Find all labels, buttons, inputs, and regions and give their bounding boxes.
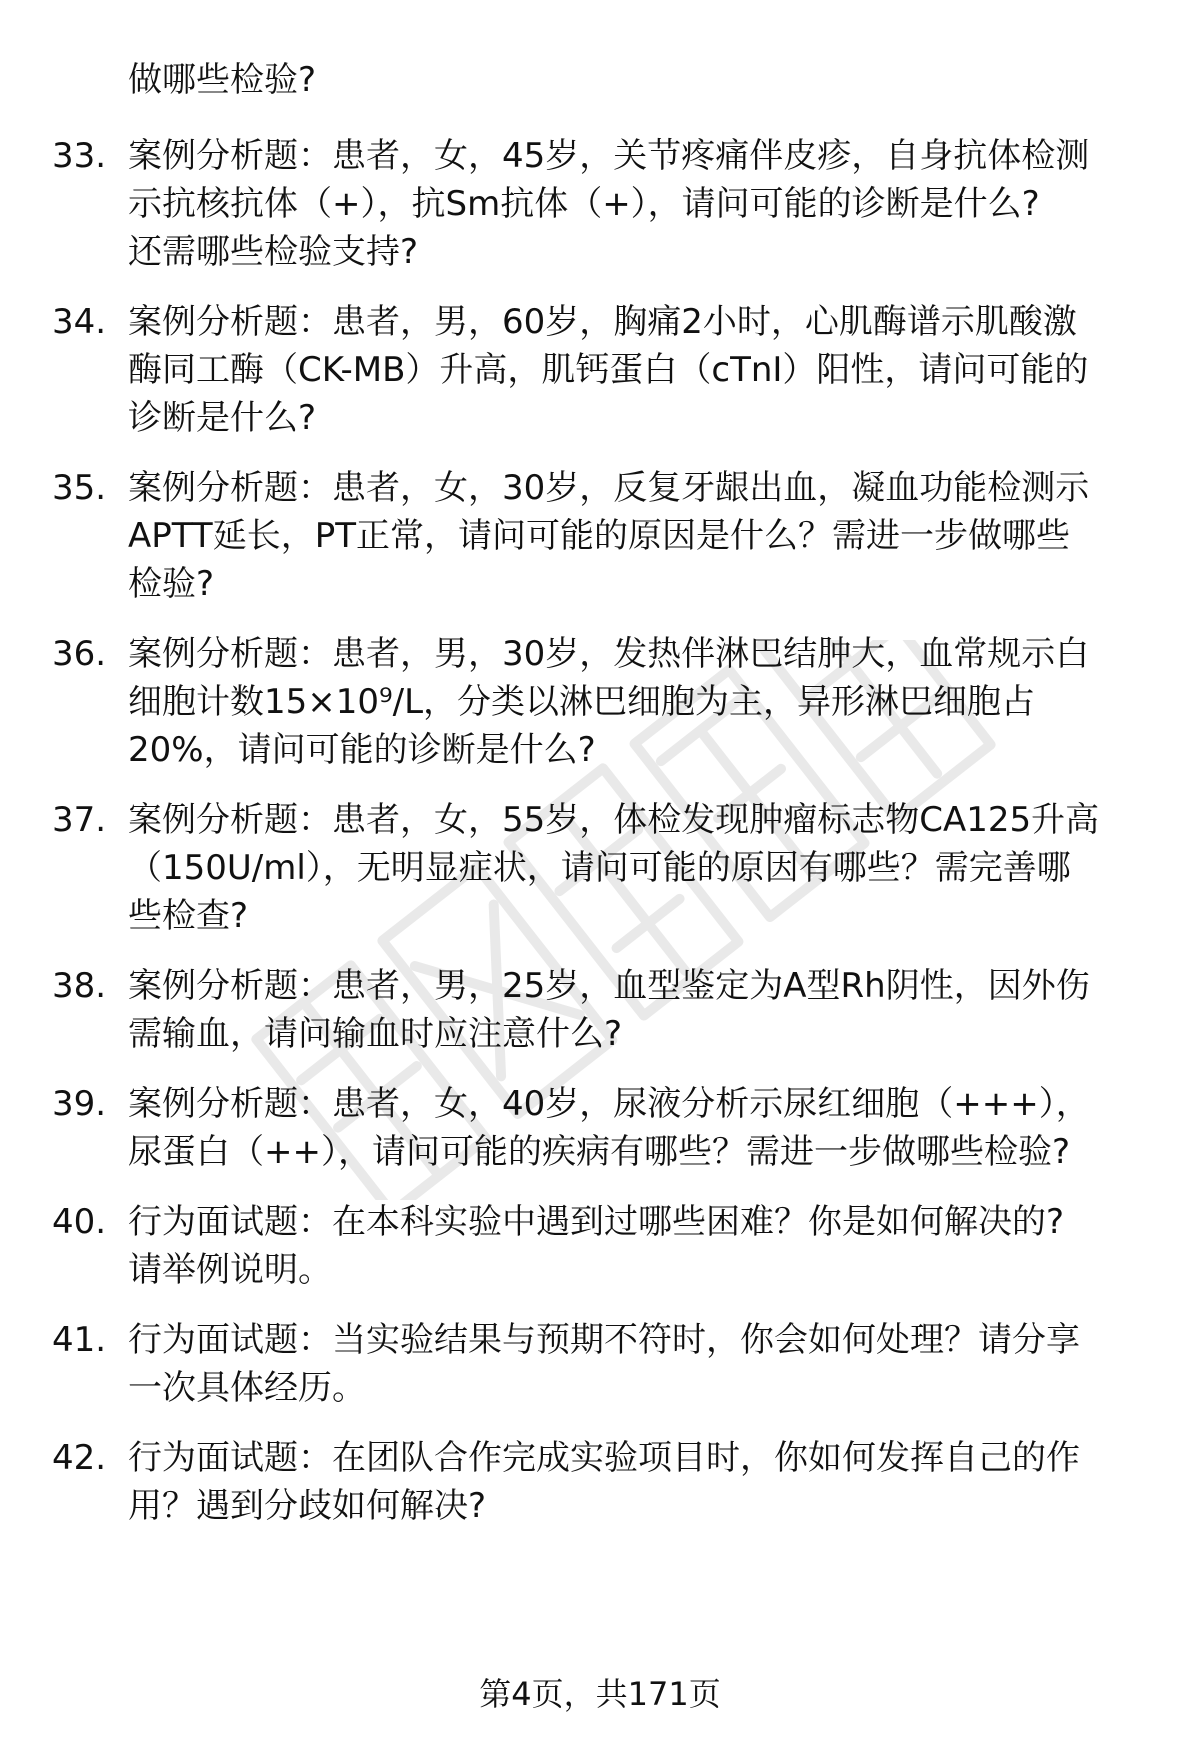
question-text-line: 还需哪些检验支持? — [128, 232, 419, 272]
question-32-continuation: 做哪些检验? — [128, 60, 317, 100]
question-text-line: 酶同工酶（CK-MB）升高，肌钙蛋白（cTnI）阳性，请问可能的 — [128, 350, 1089, 390]
question-number: 40. — [52, 1202, 107, 1242]
question-number: 39. — [52, 1084, 107, 1124]
question-text-line: 案例分析题：患者，女，45岁，关节疼痛伴皮疹，自身抗体检测 — [128, 136, 1090, 176]
question-text-line: 行为面试题：在团队合作完成实验项目时，你如何发挥自己的作 — [128, 1438, 1080, 1478]
question-text-line: （150U/ml），无明显症状，请问可能的原因有哪些？需完善哪 — [128, 848, 1071, 888]
page-footer: 第4页，共171页 — [479, 1675, 721, 1713]
question-text-line: 案例分析题：患者，女，55岁，体检发现肿瘤标志物CA125升高 — [128, 800, 1100, 840]
question-text-line: 案例分析题：患者，男，30岁，发热伴淋巴结肿大，血常规示白 — [128, 634, 1090, 674]
question-text-line: 尿蛋白（++），请问可能的疾病有哪些？需进一步做哪些检验? — [128, 1132, 1071, 1172]
question-text-line: 行为面试题：在本科实验中遇到过哪些困难？你是如何解决的? — [128, 1202, 1065, 1242]
question-text-line: 案例分析题：患者，男，60岁，胸痛2小时，心肌酶谱示肌酸激 — [128, 302, 1077, 342]
question-number: 37. — [52, 800, 107, 840]
question-text-line: 请举例说明。 — [128, 1250, 332, 1290]
question-text-line: 20%，请问可能的诊断是什么? — [128, 730, 596, 770]
question-text-line: 案例分析题：患者，女，40岁，尿液分析示尿红细胞（+++）， — [128, 1084, 1090, 1124]
question-text-line: 示抗核抗体（+），抗Sm抗体（+），请问可能的诊断是什么? — [128, 184, 1040, 224]
question-text-line: 一次具体经历。 — [128, 1368, 366, 1408]
question-text-line: 案例分析题：患者，女，30岁，反复牙龈出血，凝血功能检测示 — [128, 468, 1090, 508]
question-text-line: 用？遇到分歧如何解决? — [128, 1486, 487, 1526]
question-text-line: 些检查? — [128, 896, 249, 936]
question-number: 35. — [52, 468, 107, 508]
question-number: 33. — [52, 136, 107, 176]
question-number: 42. — [52, 1438, 107, 1478]
question-number: 41. — [52, 1320, 107, 1360]
question-text-line: 行为面试题：当实验结果与预期不符时，你会如何处理？请分享 — [128, 1320, 1080, 1360]
question-text-line: 诊断是什么? — [128, 398, 317, 438]
question-text-line: APTT延长，PT正常，请问可能的原因是什么？需进一步做哪些 — [128, 516, 1070, 556]
question-number: 38. — [52, 966, 107, 1006]
question-number: 34. — [52, 302, 107, 342]
question-number: 36. — [52, 634, 107, 674]
question-text-line: 细胞计数15×10⁹/L，分类以淋巴细胞为主，异形淋巴细胞占 — [128, 682, 1036, 722]
question-text-line: 需输血，请问输血时应注意什么? — [128, 1014, 623, 1054]
question-text-line: 检验? — [128, 564, 215, 604]
question-text-line: 案例分析题：患者，男，25岁，血型鉴定为A型Rh阴性，因外伤 — [128, 966, 1090, 1006]
